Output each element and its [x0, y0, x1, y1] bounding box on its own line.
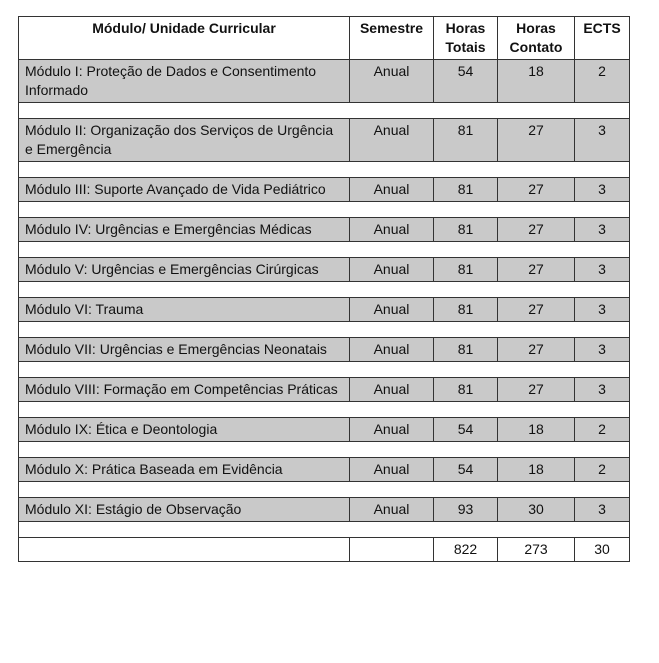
cell-semestre: Anual: [350, 418, 434, 442]
curriculum-table: [18, 16, 630, 562]
cell-horas-totais: 93: [434, 498, 498, 522]
spacer-row: [19, 402, 630, 418]
spacer-row: [19, 162, 630, 178]
cell-horas-contato: 27: [498, 378, 575, 402]
totals-row: [19, 538, 630, 562]
spacer-row: [19, 282, 630, 298]
cell-horas-totais: 81: [434, 178, 498, 202]
cell-semestre: Anual: [350, 178, 434, 202]
header-semestre: Semestre: [350, 17, 434, 60]
cell-ects: 3: [575, 298, 630, 322]
cell-horas-totais: 81: [434, 119, 498, 162]
total-horas-contato: 273: [498, 538, 575, 562]
table-row: [19, 338, 630, 362]
header-horas-totais: [434, 17, 498, 60]
cell-semestre: Anual: [350, 60, 434, 103]
spacer-cell: [19, 202, 630, 218]
cell-ects: 3: [575, 338, 630, 362]
cell-horas-totais: 81: [434, 298, 498, 322]
cell-semestre: Anual: [350, 378, 434, 402]
cell-horas-contato: 27: [498, 178, 575, 202]
cell-horas-contato: 27: [498, 338, 575, 362]
spacer-cell: [19, 482, 630, 498]
cell-horas-contato: 18: [498, 60, 575, 103]
cell-semestre: Anual: [350, 218, 434, 242]
cell-modulo: Módulo VI: Trauma: [19, 298, 350, 322]
header-horas-contato: [498, 17, 575, 60]
cell-modulo: Módulo VII: Urgências e Emergências Neonatais: [19, 338, 350, 362]
cell-ects: 3: [575, 258, 630, 282]
spacer-cell: [19, 322, 630, 338]
cell-modulo: Módulo II: Organização dos Serviços de Urgência e Emergência: [19, 119, 350, 162]
header-horas-contato-line1: Horas: [516, 20, 556, 36]
header-ects: ECTS: [575, 17, 630, 60]
spacer-row: [19, 242, 630, 258]
table-row: [19, 418, 630, 442]
cell-semestre: Anual: [350, 458, 434, 482]
total-ects: 30: [575, 538, 630, 562]
header-modulo: Módulo/ Unidade Curricular: [19, 17, 350, 60]
cell-semestre: Anual: [350, 298, 434, 322]
table-row: [19, 378, 630, 402]
cell-modulo: Módulo III: Suporte Avançado de Vida Pediátrico: [19, 178, 350, 202]
table-row: [19, 60, 630, 103]
cell-modulo: Módulo X: Prática Baseada em Evidência: [19, 458, 350, 482]
cell-horas-totais: 81: [434, 378, 498, 402]
spacer-row: [19, 103, 630, 119]
cell-ects: 3: [575, 178, 630, 202]
table-row: [19, 119, 630, 162]
cell-horas-contato: 27: [498, 218, 575, 242]
cell-horas-totais: 81: [434, 338, 498, 362]
spacer-cell: [19, 282, 630, 298]
spacer-cell: [19, 362, 630, 378]
cell-ects: 3: [575, 218, 630, 242]
spacer-row: [19, 522, 630, 538]
spacer-row: [19, 322, 630, 338]
cell-horas-totais: 81: [434, 258, 498, 282]
cell-ects: 2: [575, 60, 630, 103]
total-horas-totais: 822: [434, 538, 498, 562]
table-row: [19, 218, 630, 242]
cell-horas-contato: 18: [498, 418, 575, 442]
table-row: [19, 298, 630, 322]
cell-ects: 2: [575, 418, 630, 442]
header-horas-contato-line2: Contato: [509, 39, 563, 55]
cell-horas-contato: 18: [498, 458, 575, 482]
table-row: [19, 258, 630, 282]
spacer-cell: [19, 162, 630, 178]
table-row: [19, 498, 630, 522]
cell-modulo: Módulo IV: Urgências e Emergências Médicas: [19, 218, 350, 242]
table-row: [19, 458, 630, 482]
spacer-row: [19, 362, 630, 378]
cell-horas-contato: 27: [498, 119, 575, 162]
cell-modulo: Módulo VIII: Formação em Competências Práticas: [19, 378, 350, 402]
spacer-row: [19, 202, 630, 218]
spacer-row: [19, 442, 630, 458]
spacer-cell: [19, 402, 630, 418]
cell-horas-contato: 27: [498, 298, 575, 322]
spacer-cell: [19, 242, 630, 258]
cell-horas-totais: 54: [434, 458, 498, 482]
totals-label-cell: [19, 538, 350, 562]
cell-horas-totais: 54: [434, 60, 498, 103]
totals-semestre-cell: [350, 538, 434, 562]
spacer-row: [19, 482, 630, 498]
cell-horas-contato: 30: [498, 498, 575, 522]
cell-ects: 2: [575, 458, 630, 482]
cell-semestre: Anual: [350, 119, 434, 162]
table-header-row: [19, 17, 630, 60]
cell-ects: 3: [575, 119, 630, 162]
cell-semestre: Anual: [350, 338, 434, 362]
cell-ects: 3: [575, 378, 630, 402]
spacer-cell: [19, 442, 630, 458]
cell-horas-totais: 54: [434, 418, 498, 442]
table-row: [19, 178, 630, 202]
cell-semestre: Anual: [350, 498, 434, 522]
cell-semestre: Anual: [350, 258, 434, 282]
cell-horas-contato: 27: [498, 258, 575, 282]
cell-horas-totais: 81: [434, 218, 498, 242]
cell-ects: 3: [575, 498, 630, 522]
cell-modulo: Módulo XI: Estágio de Observação: [19, 498, 350, 522]
header-horas-totais-line2: Totais: [445, 39, 486, 55]
table-body: [19, 60, 630, 562]
header-horas-totais-line1: Horas: [445, 20, 486, 36]
cell-modulo: Módulo V: Urgências e Emergências Cirúrgicas: [19, 258, 350, 282]
spacer-cell: [19, 103, 630, 119]
spacer-cell: [19, 522, 630, 538]
cell-modulo: Módulo I: Proteção de Dados e Consentimento Informado: [19, 60, 350, 103]
cell-modulo: Módulo IX: Ética e Deontologia: [19, 418, 350, 442]
